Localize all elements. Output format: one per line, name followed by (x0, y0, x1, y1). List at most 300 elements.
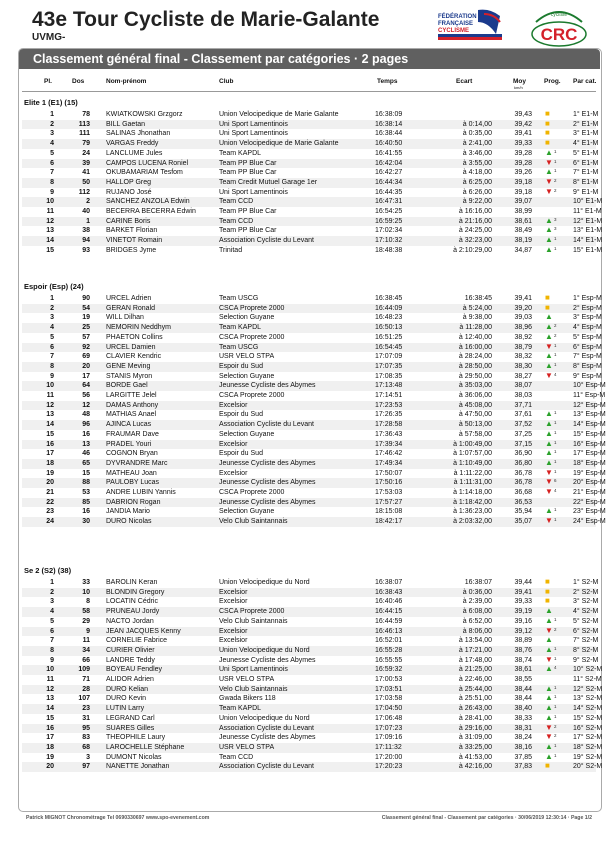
cell-club: Uni Sport Lamentinois (219, 130, 288, 138)
cell-cat: 4° Esp-M (573, 324, 602, 332)
cell-pl: 13 (46, 227, 54, 235)
cell-pl: 2 (50, 304, 54, 312)
table-row (22, 391, 606, 401)
progression (542, 401, 562, 410)
progression-count: 1 (554, 420, 557, 426)
cell-temps: 16:44:15 (375, 608, 403, 616)
cell-moy: 39,20 (514, 304, 532, 312)
cell-temps: 17:46:42 (375, 450, 403, 458)
cell-pl: 2 (50, 120, 54, 128)
progression (542, 617, 562, 626)
arrow-down-icon: ▼ (545, 370, 553, 380)
cell-temps: 16:44:34 (375, 178, 403, 186)
cell-pl: 15 (46, 246, 54, 254)
progression (542, 217, 562, 226)
cell-club: CSCA Proprete 2000 (219, 489, 285, 496)
ffc-line3: CYCLISME (438, 28, 470, 34)
cell-cat: 4° E1-M (573, 140, 599, 148)
cell-cat: 16° Esp-M (573, 440, 606, 448)
cell-temps: 17:03:58 (375, 695, 403, 703)
cell-moy: 39,41 (514, 295, 532, 302)
cell-ecart: à 1:18:42,00 (453, 498, 492, 506)
progression-count: 6 (554, 478, 557, 484)
progression-count: 1 (554, 752, 557, 758)
cell-cat: 19° Esp-M (573, 469, 606, 477)
cell-moy: 38,31 (514, 724, 532, 732)
cell-club: Uni Sport Lamentinois (219, 188, 288, 196)
col-club: Club (219, 78, 234, 85)
cell-moy: 38,40 (514, 705, 532, 713)
cell-ecart: à 47:50,00 (458, 411, 492, 419)
cell-nom: URCEL Adrien (106, 295, 152, 302)
progression (542, 129, 562, 138)
table-row (22, 664, 603, 675)
cell-club: Team KAPDL (219, 149, 262, 157)
progression-count: 4 (554, 665, 557, 671)
cell-cat: 1° Esp-M (573, 295, 602, 302)
progression-count: 2 (554, 723, 557, 729)
cell-club: Team Credit Mutuel Garage 1er (219, 178, 318, 186)
cell-pl: 17 (46, 450, 54, 458)
cell-pl: 5 (50, 149, 54, 157)
col-ecart: Ecart (456, 78, 473, 85)
cell-pl: 3 (50, 314, 54, 322)
cell-club: USR VELO STPA (219, 353, 275, 361)
section-title: Se 2 (S2) (38) (24, 566, 72, 575)
cell-pl: 6 (50, 627, 54, 635)
cell-club: Team KAPDL (219, 705, 262, 713)
cell-moy: 38,76 (514, 646, 532, 654)
cell-ecart: 16:38:07 (464, 579, 492, 586)
cell-club: Espoir du Sud (219, 450, 263, 458)
arrow-up-icon: ▲ (545, 741, 553, 751)
cell-pl: 7 (50, 353, 54, 361)
cell-temps: 16:46:13 (375, 627, 403, 635)
table-row (22, 712, 603, 724)
cell-cat: 14° E1-M (573, 237, 603, 245)
cell-moy: 38,96 (514, 324, 532, 332)
cell-cat: 21° Esp-M (573, 489, 606, 496)
cell-dos: 79 (82, 140, 90, 148)
cell-pl: 9 (50, 372, 54, 380)
cell-dos: 31 (82, 714, 90, 722)
cell-nom: VINETOT Romain (106, 237, 163, 245)
table-row (22, 448, 606, 459)
cell-cat: 14° Esp-M (573, 421, 606, 429)
cell-nom: JANDIA Mario (106, 508, 150, 516)
cell-pl: 15 (46, 714, 54, 722)
cell-ecart: à 21:16,00 (458, 217, 492, 225)
arrow-up-icon: ▲ (545, 147, 553, 157)
column-header (20, 74, 598, 90)
col-prog: Prog. (544, 78, 561, 85)
col-cat: Par cat. (573, 78, 597, 85)
logo-cyc-letters: CRC (540, 25, 578, 44)
col-moy: Moy (513, 78, 526, 85)
cell-moy: 36,68 (514, 489, 532, 496)
progression-count: 2 (554, 626, 557, 632)
progression (542, 343, 562, 352)
progression (542, 694, 562, 703)
cell-ecart: à 35:03,00 (458, 382, 492, 390)
progression-count: 1 (554, 616, 557, 622)
cell-temps: 16:38:07 (375, 579, 403, 586)
cell-ecart: à 41:53,00 (458, 753, 492, 761)
cycling-club-logo (528, 4, 590, 48)
cell-nom: PHAETON Collins (106, 333, 163, 341)
cell-ecart: à 12:40,00 (458, 333, 492, 341)
cell-cat: 10° Esp-M (573, 382, 606, 390)
col-moy-unit: km/h (514, 85, 523, 90)
cell-nom: NACTO Jordan (106, 617, 154, 625)
progression-count: 1 (554, 245, 557, 251)
cell-cat: 22° Esp-M (573, 498, 606, 506)
cell-moy: 38,27 (514, 372, 532, 380)
progression (542, 226, 562, 235)
table-row (22, 577, 599, 588)
cell-dos: 19 (82, 314, 90, 322)
table-row (22, 341, 602, 353)
cell-dos: 8 (86, 598, 90, 606)
cell-moy: 38,44 (514, 695, 532, 703)
cell-ecart: à 2:10:29,00 (453, 246, 492, 254)
cell-temps: 16:59:25 (375, 217, 403, 225)
cell-ecart: 16:38:45 (464, 295, 492, 302)
cell-temps: 17:07:09 (375, 353, 403, 361)
cell-pl: 5 (50, 617, 54, 625)
header-rule (22, 91, 596, 92)
cell-cat: 19° S2-M (573, 753, 603, 761)
arrow-up-icon: ▲ (545, 419, 553, 429)
col-nom: Nom-prénom (106, 78, 147, 85)
cell-pl: 3 (50, 130, 54, 138)
cell-nom: DABRION Rogan (106, 498, 161, 506)
cell-moy: 39,26 (514, 169, 532, 177)
cell-nom: ANDRE LUBIN Yannis (106, 489, 176, 496)
table-row (22, 419, 606, 430)
table-row (22, 244, 603, 256)
cell-dos: 112 (78, 188, 90, 196)
unchanged-icon: ■ (545, 596, 550, 606)
cell-nom: LANDRE Teddy (106, 656, 155, 664)
arrow-down-icon: ▼ (545, 516, 553, 526)
cell-pl: 4 (50, 608, 54, 616)
arrow-up-icon: ▲ (545, 693, 553, 703)
progression (542, 381, 562, 390)
table-row (22, 506, 606, 517)
cell-ecart: à 17:48,00 (458, 656, 492, 664)
cell-temps: 16:41:55 (375, 149, 403, 157)
cell-moy: 38,55 (514, 676, 532, 683)
progression (542, 607, 562, 616)
arrow-up-icon: ▲ (545, 457, 553, 467)
cell-cat: 8° Esp-M (573, 362, 602, 370)
cell-dos: 54 (82, 304, 90, 312)
cell-cat: 5° Esp-M (573, 333, 602, 341)
cell-cat: 1° S2-M (573, 579, 599, 586)
progression (542, 507, 562, 516)
progression-count: 3 (554, 226, 557, 232)
cell-cat: 24° Esp-M (573, 518, 606, 526)
cell-dos: 38 (82, 227, 90, 235)
progression (542, 665, 562, 674)
unchanged-icon: ■ (545, 138, 550, 148)
cell-moy: 34,87 (514, 246, 532, 254)
arrow-down-icon: ▼ (545, 732, 553, 742)
table-row (22, 516, 606, 527)
cell-temps: 16:48:23 (375, 314, 403, 322)
cell-ecart: à 25:44,00 (458, 685, 492, 693)
progression-count: 1 (554, 742, 557, 748)
table-row (22, 644, 599, 656)
cell-temps: 17:13:48 (375, 382, 403, 390)
progression (542, 449, 562, 458)
cell-pl: 6 (50, 159, 54, 167)
cell-cat: 10° E1-M (573, 198, 603, 206)
arrow-up-icon: ▲ (545, 506, 553, 516)
cell-moy: 35,07 (514, 518, 532, 526)
progression (542, 685, 562, 694)
progression-count: 1 (554, 645, 557, 651)
cell-temps: 16:44:35 (375, 188, 403, 196)
cell-nom: SALINAS Jhonathan (106, 130, 171, 138)
cell-nom: PAULOBY Lucas (106, 479, 160, 487)
arrow-up-icon: ▲ (545, 683, 553, 693)
cell-ecart: à 28:24,00 (458, 353, 492, 361)
cell-pl: 16 (46, 440, 54, 448)
cell-temps: 17:00:53 (375, 676, 403, 683)
cell-dos: 69 (82, 353, 90, 361)
cell-ecart: à 2:03:32,00 (453, 518, 492, 526)
cell-dos: 71 (82, 676, 90, 683)
cell-temps: 16:38:44 (375, 130, 403, 138)
cell-ecart: à 26:43,00 (458, 705, 492, 713)
cell-dos: 48 (82, 411, 90, 419)
progression (542, 372, 562, 381)
cell-temps: 17:07:23 (375, 724, 403, 732)
table-row (22, 401, 606, 411)
progression (542, 207, 562, 216)
table-row (22, 596, 599, 607)
progression (542, 120, 562, 129)
cell-pl: 8 (50, 178, 54, 186)
cell-temps: 16:38:43 (375, 588, 403, 596)
cell-ecart: à 0:36,00 (462, 588, 492, 596)
cell-club: Jeunesse Cycliste des Abymes (219, 382, 316, 390)
cell-pl: 10 (46, 382, 54, 390)
cell-club: Excelsior (219, 469, 248, 477)
arrow-down-icon: ▼ (545, 477, 553, 487)
cell-club: Team USCG (219, 343, 259, 351)
cell-nom: CAMPOS LUCENA Roniel (106, 159, 189, 167)
table-row (22, 722, 603, 734)
cell-cat: 10° S2-M (573, 666, 603, 674)
cell-cat: 15° S2-M (573, 714, 603, 722)
cell-moy: 36,90 (514, 450, 532, 458)
cell-club: Excelsior (219, 440, 248, 448)
cell-nom: LANCLUME Jules (106, 149, 163, 157)
cell-nom: BARKET Florian (106, 227, 158, 235)
ffc-bar-red (438, 37, 502, 40)
cell-dos: 34 (82, 646, 90, 654)
progression-count: 1 (554, 507, 557, 513)
table-row (22, 322, 602, 333)
arrow-up-icon: ▲ (545, 312, 553, 322)
cell-dos: 53 (82, 489, 90, 496)
cell-nom: STANIS Myron (106, 372, 153, 380)
cell-temps: 17:36:43 (375, 430, 403, 438)
cell-pl: 23 (46, 508, 54, 516)
progression-count: 4 (554, 371, 557, 377)
table-row (22, 732, 603, 743)
cell-temps: 17:23:53 (375, 401, 403, 409)
progression (542, 246, 562, 255)
cell-club: Union Velocipedique du Nord (219, 579, 310, 586)
table-row (22, 751, 603, 763)
cell-dos: 57 (82, 333, 90, 341)
cell-cat: 9° E1-M (573, 188, 599, 196)
cell-nom: ALIDOR Adrien (106, 676, 154, 683)
cell-pl: 17 (46, 734, 54, 742)
progression (542, 323, 562, 332)
progression (542, 478, 562, 487)
cell-club: Espoir du Sud (219, 411, 263, 419)
unchanged-icon: ■ (545, 586, 550, 596)
progression (542, 459, 562, 468)
cell-club: Gwada Bikers 118 (219, 695, 276, 703)
cell-nom: MATHEAU Joan (106, 469, 157, 477)
cell-pl: 14 (46, 421, 54, 429)
cell-moy: 37,85 (514, 753, 532, 761)
progression (542, 762, 562, 771)
cell-moy: 37,25 (514, 430, 532, 438)
cell-moy: 36,78 (514, 479, 532, 487)
cell-temps: 16:42:04 (375, 159, 403, 167)
cell-moy: 38,89 (514, 637, 532, 645)
table-row (22, 635, 599, 646)
cell-club: Jeunesse Cycliste des Abymes (219, 734, 316, 742)
section-title: Elite 1 (E1) (15) (24, 98, 78, 107)
cell-ecart: à 2:39,00 (462, 598, 492, 606)
progression-count: 2 (554, 323, 557, 329)
cell-cat: 7° E1-M (573, 169, 599, 177)
progression (542, 236, 562, 245)
progression (542, 636, 562, 645)
cell-ecart: à 45:08,00 (458, 401, 492, 409)
cell-pl: 21 (46, 489, 54, 496)
table-row (22, 197, 603, 207)
cell-ecart: à 50:13,00 (458, 421, 492, 429)
cell-ecart: à 16:16,00 (458, 208, 492, 215)
arrow-up-icon: ▲ (545, 448, 553, 458)
cell-moy: 38,49 (514, 227, 532, 235)
progression-count: 1 (554, 704, 557, 710)
arrow-up-icon: ▲ (545, 351, 553, 361)
table-row (22, 370, 602, 382)
cell-club: Jeunesse Cycliste des Abymes (219, 459, 316, 467)
cell-club: Association Cycliste du Levant (219, 763, 314, 771)
cell-ecart: à 1:11:22,00 (453, 469, 492, 477)
progression (542, 149, 562, 158)
arrow-down-icon: ▼ (545, 341, 553, 351)
cell-dos: 111 (79, 130, 90, 138)
progression (542, 714, 562, 723)
cell-nom: BOYEAU Fendley (106, 666, 163, 674)
table-row (22, 428, 606, 440)
cell-cat: 3° S2-M (573, 598, 599, 606)
cell-dos: 16 (82, 508, 90, 516)
progression-count: 1 (554, 713, 557, 719)
cell-dos: 113 (78, 120, 90, 128)
cell-moy: 38,99 (514, 208, 532, 215)
cell-club: Excelsior (219, 401, 248, 409)
cell-moy: 38,61 (514, 217, 532, 225)
cell-nom: CURIER Olivier (106, 646, 155, 654)
cell-nom: CLAVIER Kendric (106, 353, 162, 361)
progression (542, 743, 562, 752)
unchanged-icon: ■ (545, 302, 550, 312)
cell-pl: 18 (46, 743, 54, 751)
cell-temps: 16:40:50 (375, 140, 403, 148)
cell-moy: 38,07 (514, 382, 532, 390)
cell-dos: 10 (82, 588, 90, 596)
cell-cat: 4° S2-M (573, 608, 599, 616)
cell-temps: 17:10:32 (375, 237, 403, 245)
cell-nom: LAROCHELLE Stéphane (106, 743, 185, 751)
arrow-up-icon: ▲ (545, 331, 553, 341)
cell-cat: 2° Esp-M (573, 304, 602, 312)
cell-moy: 39,33 (514, 598, 532, 606)
cell-dos: 66 (82, 656, 90, 664)
cell-moy: 39,43 (514, 111, 532, 118)
page-title: 43e Tour Cycliste de Marie-Galante (32, 8, 380, 31)
progression (542, 724, 562, 733)
cell-ecart: à 0:35,00 (462, 130, 492, 138)
cell-cat: 8° S2-M (573, 646, 599, 654)
progression (542, 488, 562, 497)
cell-nom: BILL Gaetan (106, 120, 146, 128)
cell-cat: 20° S2-M (573, 763, 603, 771)
cell-ecart: à 13:54,00 (458, 637, 492, 645)
cell-dos: 39 (82, 159, 90, 167)
cell-pl: 1 (50, 111, 54, 118)
cell-ecart: à 3:46,00 (462, 149, 492, 157)
cell-nom: SANCHEZ ANZOLA Edwin (106, 198, 190, 206)
cell-temps: 16:44:59 (375, 617, 403, 625)
cell-temps: 17:02:34 (375, 227, 403, 235)
cell-nom: BAROLIN Keran (106, 579, 158, 586)
cell-ecart: à 16:00,00 (458, 343, 492, 351)
cell-temps: 17:53:03 (375, 489, 403, 496)
cell-cat: 9° Esp-M (573, 372, 602, 380)
arrow-up-icon: ▲ (545, 751, 553, 761)
cell-club: Excelsior (219, 598, 248, 606)
cell-temps: 17:03:51 (375, 685, 403, 693)
table-row (22, 498, 606, 508)
progression-count: 1 (554, 458, 557, 464)
cell-temps: 17:06:48 (375, 714, 403, 722)
table-row (22, 128, 599, 139)
cell-nom: CORNELIE Fabrice (106, 637, 168, 645)
cell-ecart: à 11:28,00 (459, 324, 492, 332)
cell-nom: CARINE Boris (106, 217, 151, 225)
progression-count: 2 (554, 177, 557, 183)
cell-cat: 13° Esp-M (573, 411, 606, 419)
cell-club: Jeunesse Cycliste des Abymes (219, 479, 316, 487)
cell-temps: 17:14:51 (375, 392, 403, 399)
cell-temps: 17:09:16 (375, 734, 403, 742)
cell-dos: 13 (82, 440, 90, 448)
